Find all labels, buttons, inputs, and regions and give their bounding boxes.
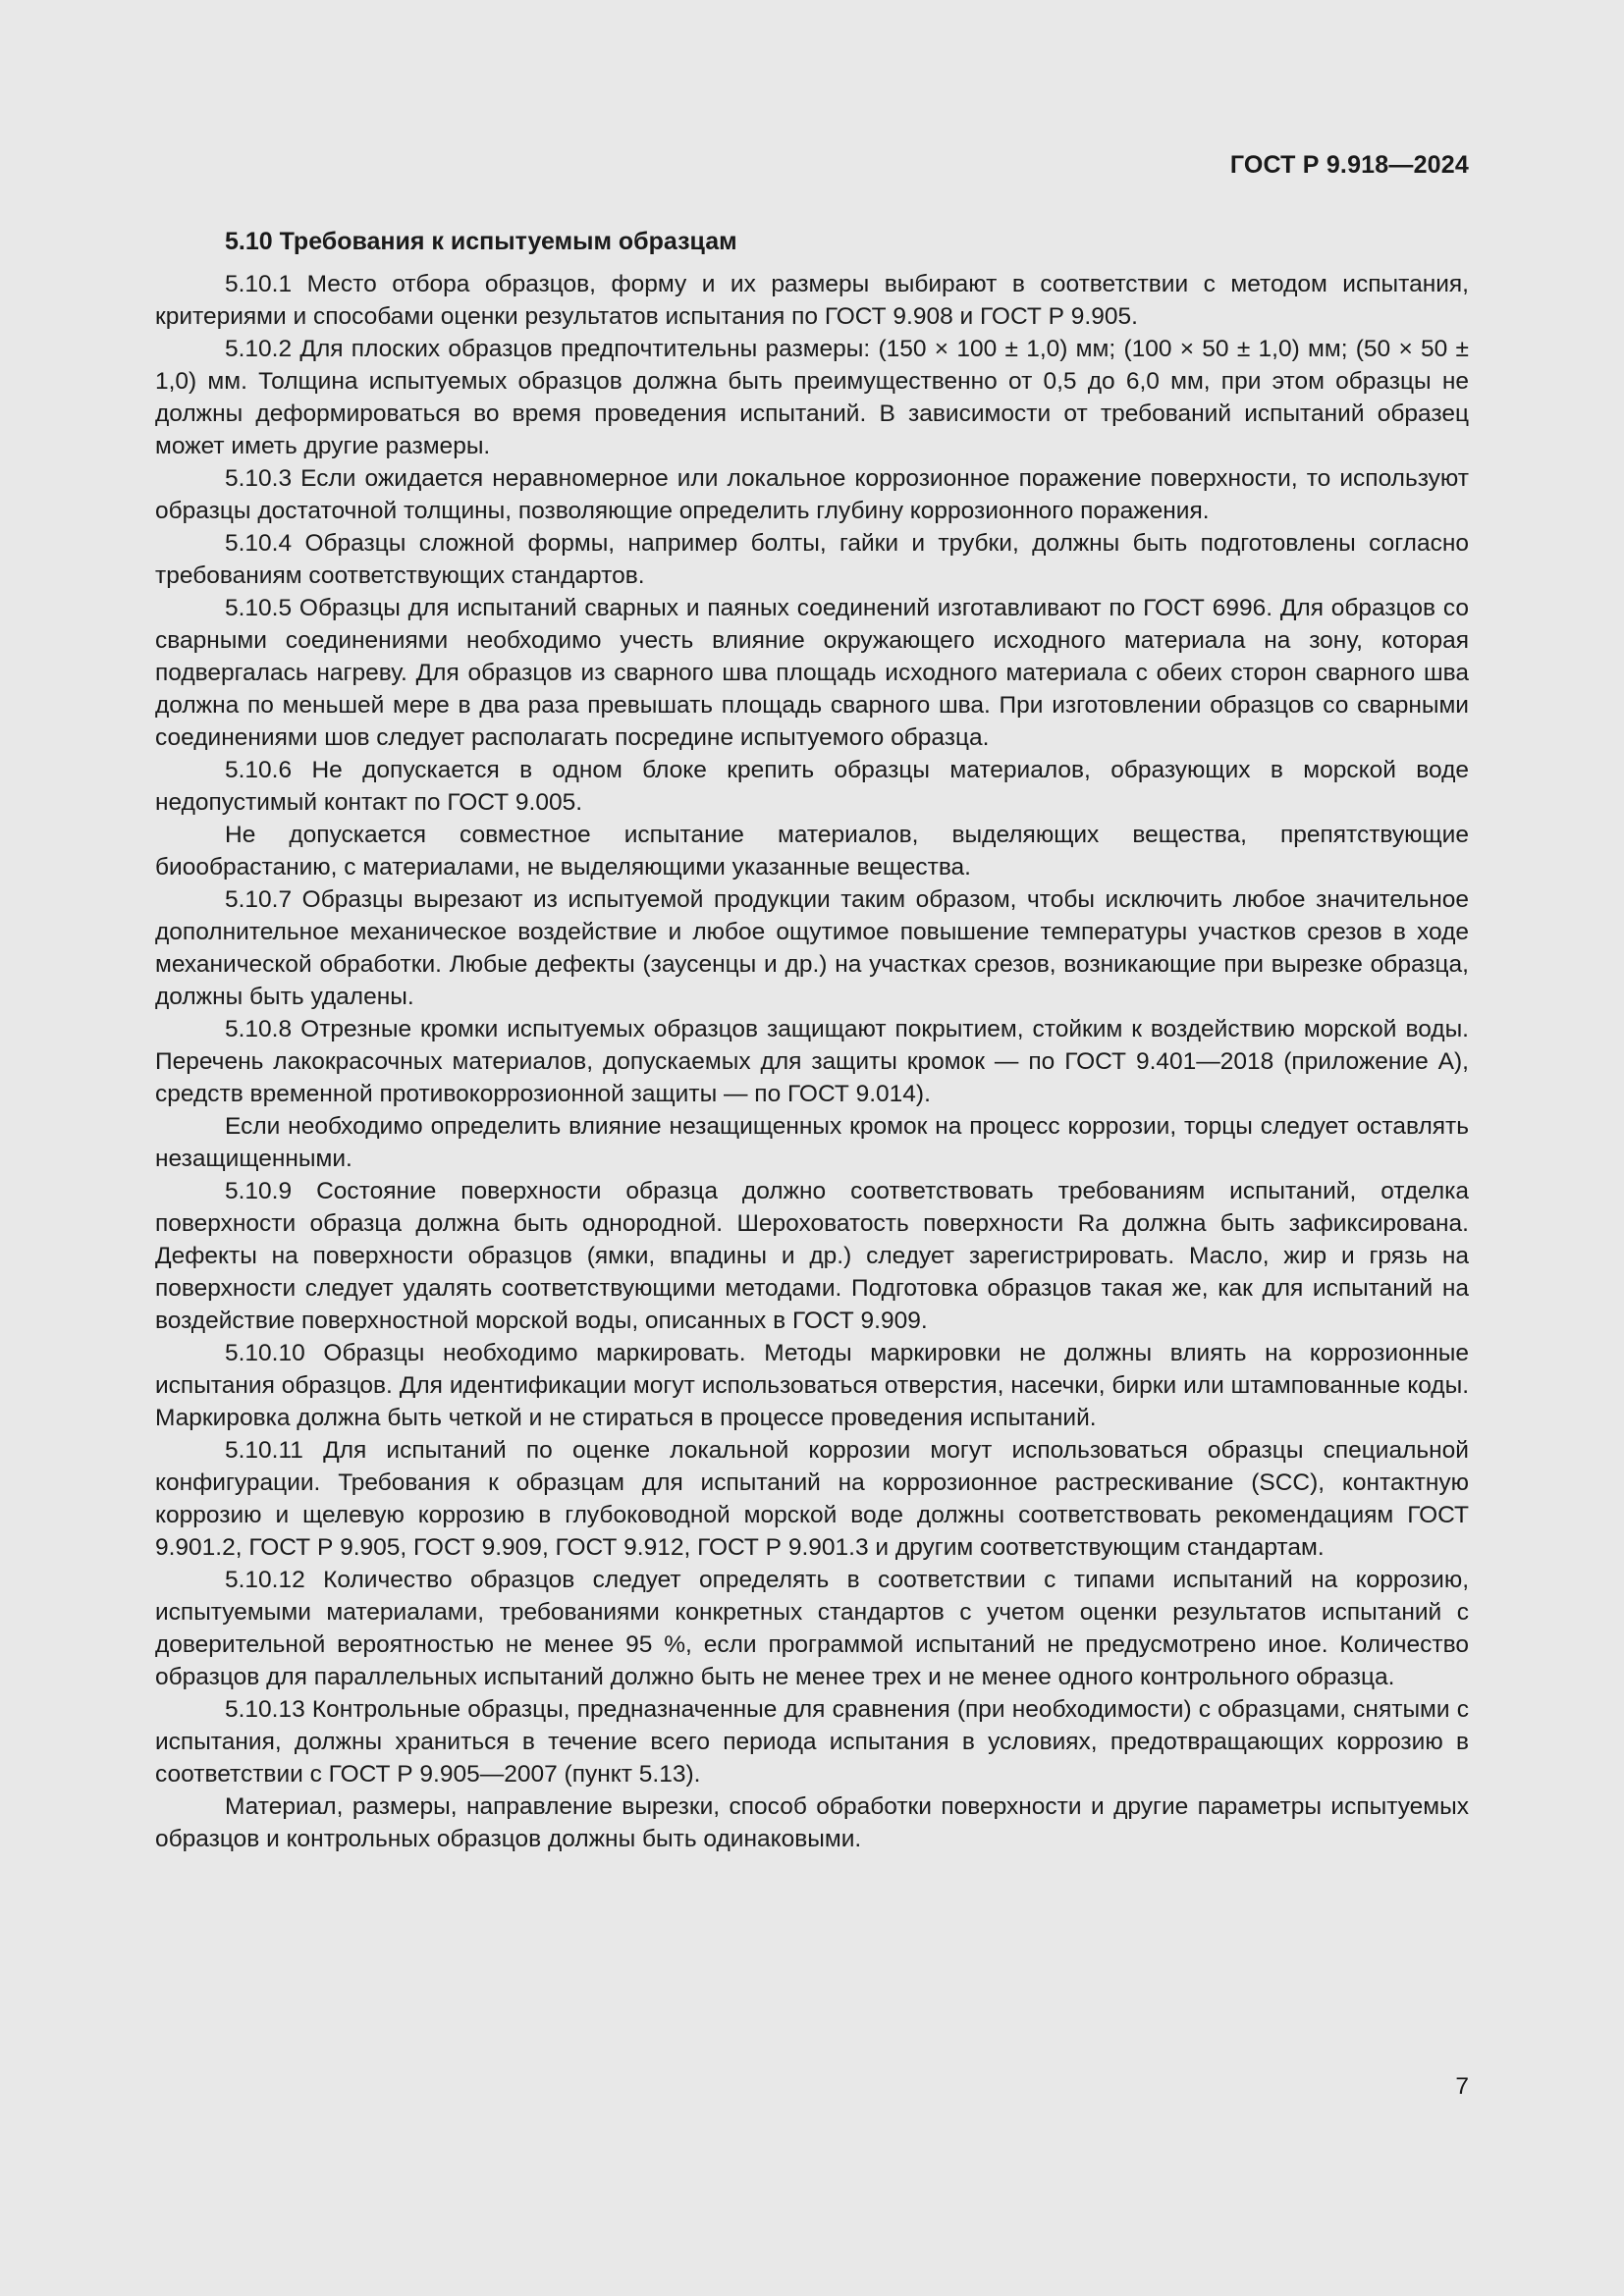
paragraph-5-10-12: 5.10.12 Количество образцов следует определять в соответствии с типами испытаний на коррозию, испытуемыми материалами, требованиями конкретных стандартов с учетом оценки результатов испытаний с доверительной вероятностью не менее 95 %, если программой испытаний не предусмотрено иное. Количество образцов для параллельных испытаний должно быть не менее трех и не менее одного контрольного образца. [155, 1567, 1469, 1690]
paragraph-5-10-2: 5.10.2 Для плоских образцов предпочтительны размеры: (150 × 100 ± 1,0) мм; (100 × 50 ± 1,0) мм; (50 × 50 ± 1,0) мм. Толщина испытуемых образцов должна быть преимущественно от 0,5 до 6,0 мм, при этом образцы не должны деформироваться во время проведения испытаний. В зависимости от требований испытаний образец может иметь другие размеры. [155, 336, 1469, 459]
paragraph-5-10-3: 5.10.3 Если ожидается неравномерное или локальное коррозионное поражение поверхности, то используют образцы достаточной толщины, позволяющие определить глубину коррозионного поражения. [155, 465, 1469, 524]
document-body [155, 226, 1469, 1855]
document-header-id: ГОСТ Р 9.918—2024 [1229, 151, 1469, 179]
paragraph-5-10-9: 5.10.9 Состояние поверхности образца должно соответствовать требованиям испытаний, отделка поверхности образца должна быть однородной. Шероховатость поверхности Ra должна быть зафиксирована. Дефекты на поверхности образцов (ямки, впадины и др.) следует зарегистрировать. Масло, жир и грязь на поверхности следует удалять соответствующими методами. Подготовка образцов такая же, как для испытаний на воздействие поверхностной морской воды, описанных в ГОСТ 9.909. [155, 1178, 1469, 1334]
paragraph-5-10-10: 5.10.10 Образцы необходимо маркировать. Методы маркировки не должны влиять на коррозионные испытания образцов. Для идентификации могут использоваться отверстия, насечки, бирки или штампованные коды. Маркировка должна быть четкой и не стираться в процессе проведения испытаний. [155, 1340, 1469, 1431]
section-title: 5.10 Требования к испытуемым образцам [225, 228, 737, 255]
paragraph-5-10-11: 5.10.11 Для испытаний по оценке локальной коррозии могут использоваться образцы специальной конфигурации. Требования к образцам для испытаний на коррозионное растрескивание (SCC), контактную коррозию и щелевую коррозию в глубоководной морской воде должны соответствовать рекомендациям ГОСТ 9.901.2, ГОСТ Р 9.905, ГОСТ 9.909, ГОСТ 9.912, ГОСТ Р 9.901.3 и другим соответствующим стандартам. [155, 1437, 1469, 1561]
paragraph-5-10-5: 5.10.5 Образцы для испытаний сварных и паяных соединений изготавливают по ГОСТ 6996. Для образцов со сварными соединениями необходимо учесть влияние окружающего исходного материала на зону, которая подвергалась нагреву. Для образцов из сварного шва площадь исходного материала с обеих сторон сварного шва должна по меньшей мере в два раза превышать площадь сварного шва. При изготовлении образцов со сварными соединениями шов следует располагать посредине испытуемого образца. [155, 595, 1469, 751]
paragraph-5-10-4: 5.10.4 Образцы сложной формы, например болты, гайки и трубки, должны быть подготовлены согласно требованиям соответствующих стандартов. [155, 530, 1469, 589]
paragraph-5-10-7: 5.10.7 Образцы вырезают из испытуемой продукции таким образом, чтобы исключить любое значительное дополнительное механическое воздействие и любое ощутимое повышение температуры участков срезов в ходе механической обработки. Любые дефекты (заусенцы и др.) на участках срезов, возникающие при вырезке образца, должны быть удалены. [155, 886, 1469, 1010]
paragraph-5-10-8: 5.10.8 Отрезные кромки испытуемых образцов защищают покрытием, стойким к воздействию морской воды. Перечень лакокрасочных материалов, допускаемых для защиты кромок — по ГОСТ 9.401—2018 (приложение А), средств временной противокоррозионной защиты — по ГОСТ 9.014). [155, 1016, 1469, 1107]
paragraph-5-10-1: 5.10.1 Место отбора образцов, форму и их размеры выбирают в соответствии с методом испытания, критериями и способами оценки результатов испытания по ГОСТ 9.908 и ГОСТ Р 9.905. [155, 271, 1469, 330]
paragraph-5-10-8-note: Если необходимо определить влияние незащищенных кромок на процесс коррозии, торцы следует оставлять незащищенными. [155, 1113, 1469, 1172]
page-number: 7 [1455, 2073, 1469, 2100]
paragraph-5-10-13-note: Материал, размеры, направление вырезки, способ обработки поверхности и другие параметры испытуемых образцов и контрольных образцов должны быть одинаковыми. [155, 1793, 1469, 1852]
paragraph-5-10-6-note: Не допускается совместное испытание материалов, выделяющих вещества, препятствующие биообрастанию, с материалами, не выделяющими указанные вещества. [155, 822, 1469, 881]
paragraph-5-10-13: 5.10.13 Контрольные образцы, предназначенные для сравнения (при необходимости) с образцами, снятыми с испытания, должны храниться в течение всего периода испытания в условиях, предотвращающих коррозию в соответствии с ГОСТ Р 9.905—2007 (пункт 5.13). [155, 1696, 1469, 1788]
paragraph-5-10-6: 5.10.6 Не допускается в одном блоке крепить образцы материалов, образующих в морской воде недопустимый контакт по ГОСТ 9.005. [155, 757, 1469, 816]
